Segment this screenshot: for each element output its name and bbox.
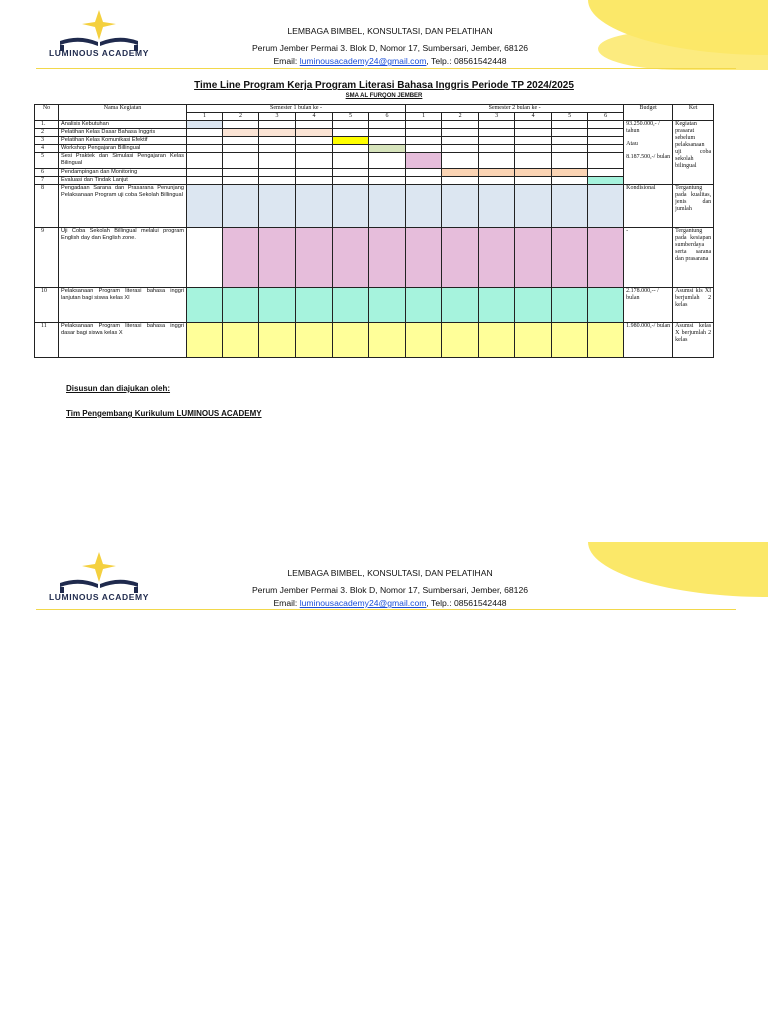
activity-name: Analisis Kebutuhan <box>59 121 187 129</box>
table-row <box>35 228 714 288</box>
header-month: 2 <box>223 113 259 121</box>
timeline-cell <box>259 288 296 323</box>
letterhead-page-2 <box>0 512 768 1024</box>
timeline-cell <box>333 153 369 169</box>
header-decoration <box>588 542 768 597</box>
timeline-cell <box>296 145 333 153</box>
row-number: 3 <box>35 137 59 145</box>
timeline-cell <box>442 185 479 228</box>
timeline-cell <box>223 129 259 137</box>
table-row <box>35 137 714 145</box>
timeline-cell <box>515 323 552 358</box>
timeline-cell <box>259 185 296 228</box>
row-number: 7 <box>35 177 59 185</box>
header-month: 4 <box>515 113 552 121</box>
timeline-cell <box>333 137 369 145</box>
ket-cell: Tergantung pada kesiapan sumberdaya serta sarana dan prasarana <box>673 228 714 288</box>
email-label: Email: <box>273 598 300 608</box>
timeline-cell <box>515 177 552 185</box>
timeline-cell <box>369 288 406 323</box>
timeline-cell <box>333 177 369 185</box>
timeline-cell <box>515 145 552 153</box>
budget-cell: - <box>624 228 673 288</box>
org-name: LEMBAGA BIMBEL, KONSULTASI, DAN PELATIHAN <box>287 568 493 578</box>
table-row <box>35 288 714 323</box>
header-no: No <box>35 105 59 121</box>
ket-cell: Asumsi kelas X berjumlah 2 kelas <box>673 323 714 358</box>
org-address: Perum Jember Permai 3. Blok D, Nomor 17, Sumbersari, Jember, 68126 <box>251 43 529 53</box>
timeline-cell <box>552 228 588 288</box>
activity-name: Evaluasi dan Tindak Lanjut <box>59 177 187 185</box>
header-decoration-lower <box>598 32 768 70</box>
activity-name: Pengadaan Sarana dan Prasarana Penunjang Pelaksanaan Program uji coba Sekolah Billingual <box>59 185 187 228</box>
timeline-cell <box>259 323 296 358</box>
budget-line: 93.250.000,- / tahun <box>626 121 660 134</box>
timeline-cell <box>515 169 552 177</box>
timeline-cell <box>406 288 442 323</box>
row-number: 5 <box>35 153 59 169</box>
timeline-cell <box>259 228 296 288</box>
row-number: 9 <box>35 228 59 288</box>
timeline-cell <box>515 185 552 228</box>
timeline-table <box>34 104 714 358</box>
timeline-cell <box>187 153 223 169</box>
phone: , Telp.: 08561542448 <box>426 56 507 66</box>
timeline-cell <box>369 185 406 228</box>
timeline-cell <box>442 177 479 185</box>
timeline-cell <box>369 145 406 153</box>
row-number: 10 <box>35 288 59 323</box>
row-number: 4 <box>35 145 59 153</box>
timeline-cell <box>588 169 624 177</box>
timeline-cell <box>442 137 479 145</box>
timeline-cell <box>296 121 333 129</box>
table-row <box>35 323 714 358</box>
timeline-cell <box>187 121 223 129</box>
timeline-cell <box>479 177 515 185</box>
row-number: 8 <box>35 185 59 228</box>
timeline-cell <box>406 153 442 169</box>
timeline-cell <box>223 145 259 153</box>
header-month: 2 <box>442 113 479 121</box>
timeline-cell <box>259 145 296 153</box>
timeline-cell <box>515 288 552 323</box>
timeline-cell <box>479 129 515 137</box>
timeline-cell <box>369 137 406 145</box>
timeline-cell <box>296 323 333 358</box>
timeline-cell <box>333 323 369 358</box>
header-month: 6 <box>369 113 406 121</box>
table-row <box>35 177 714 185</box>
table-row <box>35 145 714 153</box>
header-month: 1 <box>406 113 442 121</box>
timeline-cell <box>259 137 296 145</box>
header-month: 5 <box>552 113 588 121</box>
timeline-cell <box>406 169 442 177</box>
timeline-cell <box>223 177 259 185</box>
timeline-cell <box>296 288 333 323</box>
timeline-cell <box>442 153 479 169</box>
timeline-cell <box>515 129 552 137</box>
timeline-cell <box>223 121 259 129</box>
timeline-cell <box>406 185 442 228</box>
activity-name: Sesi Praktek dan Simulasi Pengajaran Kelas Bilingual <box>59 153 187 169</box>
table-row <box>35 121 714 129</box>
org-address: Perum Jember Permai 3. Blok D, Nomor 17, Sumbersari, Jember, 68126 <box>251 585 529 595</box>
table-row <box>35 169 714 177</box>
email-link[interactable]: luminousacademy24@gmail.com <box>299 598 427 608</box>
budget-line: 8.187.500,-/ bulan <box>626 154 671 160</box>
timeline-cell <box>552 185 588 228</box>
timeline-cell <box>187 177 223 185</box>
timeline-cell <box>479 169 515 177</box>
header-semester-1: Semester 1 bulan ke - <box>187 105 406 113</box>
activity-name: Pelatihan Kelas Komunikasi Efektif <box>59 137 187 145</box>
header-month: 3 <box>259 113 296 121</box>
activity-name: Pelaksanaan Program literasi bahasa inggri dasar bagi siswa kelas X <box>59 323 187 358</box>
timeline-cell <box>442 323 479 358</box>
table-row <box>35 129 714 137</box>
timeline-cell <box>406 177 442 185</box>
timeline-cell <box>479 288 515 323</box>
timeline-cell <box>296 185 333 228</box>
logo-name: LUMINOUS ACADEMY <box>49 48 149 58</box>
timeline-cell <box>296 177 333 185</box>
table-row <box>35 153 714 169</box>
timeline-cell <box>479 153 515 169</box>
timeline-cell <box>369 323 406 358</box>
timeline-cell <box>259 129 296 137</box>
budget-cell: 1.980.000,-/ bulan <box>624 323 673 358</box>
timeline-cell <box>333 169 369 177</box>
budget-line: Atau <box>626 141 638 147</box>
row-number: 2 <box>35 129 59 137</box>
document-subtitle: SMA AL FURQON JEMBER <box>345 93 423 99</box>
timeline-cell <box>479 121 515 129</box>
timeline-cell <box>442 129 479 137</box>
email-link[interactable]: luminousacademy24@gmail.com <box>299 56 427 66</box>
header-budget: Budget <box>624 105 673 121</box>
timeline-cell <box>223 288 259 323</box>
timeline-cell <box>442 228 479 288</box>
timeline-cell <box>588 129 624 137</box>
timeline-cell <box>369 121 406 129</box>
timeline-cell <box>187 323 223 358</box>
org-contact <box>200 56 580 66</box>
timeline-cell <box>479 137 515 145</box>
email-label: Email: <box>273 56 300 66</box>
timeline-cell <box>588 137 624 145</box>
budget-cell: 2.178.000,-- / bulan <box>624 288 673 323</box>
timeline-cell <box>187 288 223 323</box>
timeline-cell <box>223 323 259 358</box>
timeline-cell <box>187 185 223 228</box>
timeline-cell <box>552 288 588 323</box>
signature-intro: Disusun dan diajukan oleh: <box>66 384 171 393</box>
timeline-cell <box>406 323 442 358</box>
row-number: 1. <box>35 121 59 129</box>
timeline-cell <box>552 323 588 358</box>
header-month: 4 <box>296 113 333 121</box>
timeline-cell <box>588 185 624 228</box>
timeline-cell <box>515 137 552 145</box>
timeline-cell <box>333 145 369 153</box>
timeline-cell <box>406 129 442 137</box>
table-row <box>35 185 714 228</box>
timeline-cell <box>369 129 406 137</box>
timeline-cell <box>187 129 223 137</box>
timeline-cell <box>479 145 515 153</box>
timeline-cell <box>259 121 296 129</box>
timeline-cell <box>406 121 442 129</box>
ket-cell: Tergantung pada kualitas, jenis dan jumlah <box>673 185 714 228</box>
logo-name: LUMINOUS ACADEMY <box>49 592 149 602</box>
timeline-cell <box>588 288 624 323</box>
phone: , Telp.: 08561542448 <box>426 598 507 608</box>
ket-cell: Asumsi kls XI berjumlah 2 kelas <box>673 288 714 323</box>
timeline-cell <box>259 177 296 185</box>
ket-cell: Kegiatan prasarat sebelum pelaksanaan uji coba sekolah bilingual <box>673 121 714 185</box>
header-ket: Ket <box>673 105 714 121</box>
timeline-cell <box>223 228 259 288</box>
timeline-cell <box>223 153 259 169</box>
timeline-cell <box>369 177 406 185</box>
timeline-cell <box>552 129 588 137</box>
timeline-cell <box>588 228 624 288</box>
header-month: 6 <box>588 113 624 121</box>
budget-cell: Kondisional <box>624 185 673 228</box>
timeline-cell <box>552 153 588 169</box>
timeline-cell <box>223 185 259 228</box>
timeline-cell <box>442 288 479 323</box>
row-number: 11 <box>35 323 59 358</box>
timeline-cell <box>296 153 333 169</box>
header-month: 3 <box>479 113 515 121</box>
timeline-cell <box>442 169 479 177</box>
header-rule <box>36 68 736 69</box>
timeline-cell <box>369 169 406 177</box>
activity-name: Pendampingan dan Monitoring <box>59 169 187 177</box>
timeline-cell <box>552 169 588 177</box>
timeline-cell <box>187 137 223 145</box>
timeline-cell <box>259 153 296 169</box>
timeline-cell <box>588 177 624 185</box>
activity-name: Workshop Pengajaran Billingual <box>59 145 187 153</box>
budget-cell <box>624 121 673 185</box>
timeline-cell <box>406 145 442 153</box>
activity-name: Uji Coba Sekolah Billingual melalui program English day dan English zone. <box>59 228 187 288</box>
timeline-cell <box>259 169 296 177</box>
header-month: 5 <box>333 113 369 121</box>
timeline-cell <box>479 323 515 358</box>
timeline-cell <box>552 145 588 153</box>
timeline-cell <box>442 145 479 153</box>
timeline-cell <box>552 121 588 129</box>
org-contact <box>200 598 580 608</box>
timeline-cell <box>296 137 333 145</box>
timeline-cell <box>187 169 223 177</box>
timeline-cell <box>296 129 333 137</box>
timeline-cell <box>296 169 333 177</box>
timeline-cell <box>588 145 624 153</box>
timeline-cell <box>588 121 624 129</box>
timeline-cell <box>333 129 369 137</box>
timeline-cell <box>406 137 442 145</box>
timeline-cell <box>588 153 624 169</box>
timeline-cell <box>296 228 333 288</box>
timeline-cell <box>333 288 369 323</box>
timeline-cell <box>479 228 515 288</box>
timeline-cell <box>588 323 624 358</box>
timeline-cell <box>552 137 588 145</box>
timeline-cell <box>223 137 259 145</box>
timeline-cell <box>223 169 259 177</box>
timeline-cell <box>479 185 515 228</box>
timeline-cell <box>406 228 442 288</box>
activity-name: Pelatihan Kelas Dasar Bahasa Inggris <box>59 129 187 137</box>
header-semester-2: Semester 2 bulan ke - <box>406 105 624 113</box>
timeline-cell <box>442 121 479 129</box>
timeline-cell <box>515 228 552 288</box>
timeline-cell <box>187 228 223 288</box>
header-kegiatan: Nama Kegiatan <box>59 105 187 121</box>
timeline-cell <box>369 228 406 288</box>
timeline-cell <box>552 177 588 185</box>
row-number: 6 <box>35 169 59 177</box>
timeline-cell <box>333 228 369 288</box>
document-title: Time Line Program Kerja Program Literasi Bahasa Inggris Periode TP 2024/2025 <box>194 80 574 91</box>
signature-team: Tim Pengembang Kurikulum LUMINOUS ACADEMY <box>66 409 262 418</box>
timeline-cell <box>333 121 369 129</box>
timeline-cell <box>515 153 552 169</box>
header-month: 1 <box>187 113 223 121</box>
timeline-cell <box>369 153 406 169</box>
activity-name: Pelaksanaan Program literasi bahasa inggri lanjutan bagi siswa kelas XI <box>59 288 187 323</box>
timeline-cell <box>187 145 223 153</box>
timeline-cell <box>333 185 369 228</box>
org-name: LEMBAGA BIMBEL, KONSULTASI, DAN PELATIHAN <box>287 26 493 36</box>
luminous-academy-logo <box>34 8 164 68</box>
timeline-cell <box>515 121 552 129</box>
